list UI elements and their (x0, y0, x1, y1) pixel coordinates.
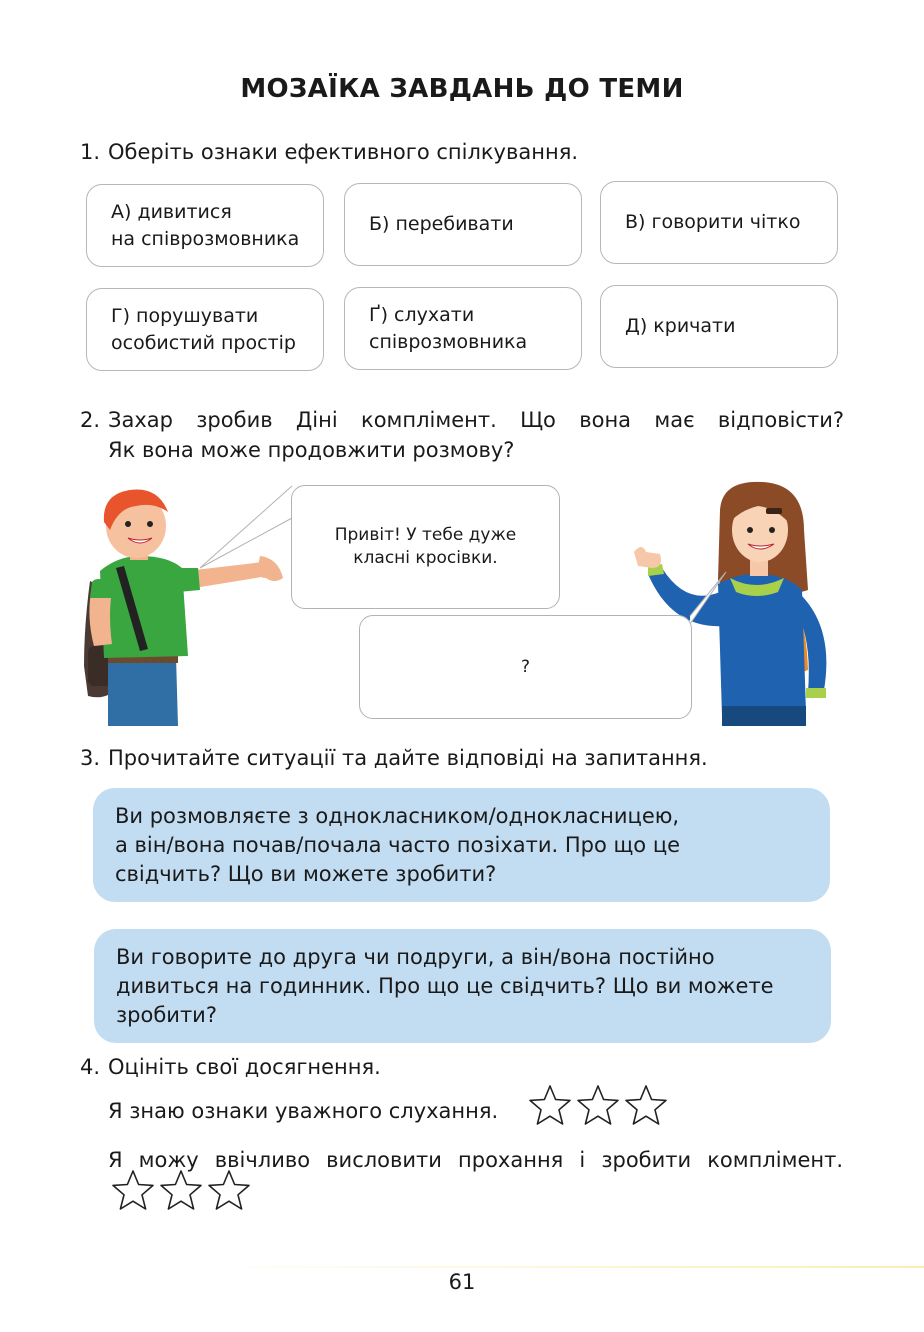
option-v[interactable]: В) говорити чітко (600, 181, 838, 264)
star-icon[interactable] (576, 1083, 620, 1127)
option-a[interactable]: А) дивитися на співрозмовника (86, 184, 324, 267)
page-number: 61 (448, 1270, 476, 1294)
self-assessment-text: Я знаю ознаки уважного слухання. (108, 1099, 499, 1123)
star-icon[interactable] (207, 1168, 251, 1212)
task-text-line-1: Захар зробив Діні комплімент. Що вона має відповісти? (108, 408, 844, 432)
option-b[interactable]: Б) перебивати (344, 183, 582, 266)
option-g[interactable]: Г) порушувати особистий простір (86, 288, 324, 371)
star-icon[interactable] (624, 1083, 668, 1127)
task-text: Прочитайте ситуації та дайте відповіді на запитання. (108, 746, 708, 770)
situation-card-2: Ви говорите до друга чи подруги, а він/вона постійно дивиться на годинник. Про що це свідчить? Що ви можете зробити? (94, 929, 831, 1043)
task-1-question (80, 137, 840, 167)
option-gh[interactable]: Ґ) слухати співрозмовника (344, 287, 582, 370)
task-number: 2. (80, 408, 101, 432)
page-title: МОЗАЇКА ЗАВДАНЬ ДО ТЕМИ (240, 74, 684, 104)
task-4-question (80, 1052, 840, 1082)
task-3-question (80, 743, 840, 773)
option-d[interactable]: Д) кричати (600, 285, 838, 368)
task-text-line-2: Як вона може продовжити розмову? (108, 438, 515, 462)
task-number: 4. (80, 1055, 101, 1079)
star-icon[interactable] (111, 1168, 155, 1212)
task-2-question (80, 405, 844, 465)
task-number: 1. (80, 140, 101, 164)
rating-stars-2[interactable] (111, 1168, 251, 1212)
task-text: Оцініть свої досягнення. (108, 1055, 381, 1079)
situation-card-1: Ви розмовляєте з однокласником/однокласницею, а він/вона почав/почала часто позіхати. Про що це свідчить? Що ви можете зробити? (93, 788, 830, 902)
star-icon[interactable] (159, 1168, 203, 1212)
girl-bubble-tail (688, 570, 728, 636)
rating-stars-1[interactable] (528, 1083, 668, 1127)
task-text: Оберіть ознаки ефективного спілкування. (108, 140, 578, 164)
boy-speech-bubble: Привіт! У тебе дуже класні кросівки. (291, 485, 560, 609)
self-assessment-2: Я можу ввічливо висловити прохання і зробити комплімент. (108, 1148, 843, 1172)
footer-divider (180, 1266, 924, 1268)
boy-bubble-tail (198, 484, 294, 574)
task-number: 3. (80, 746, 101, 770)
star-icon[interactable] (528, 1083, 572, 1127)
girl-answer-bubble[interactable]: ? (359, 615, 692, 719)
